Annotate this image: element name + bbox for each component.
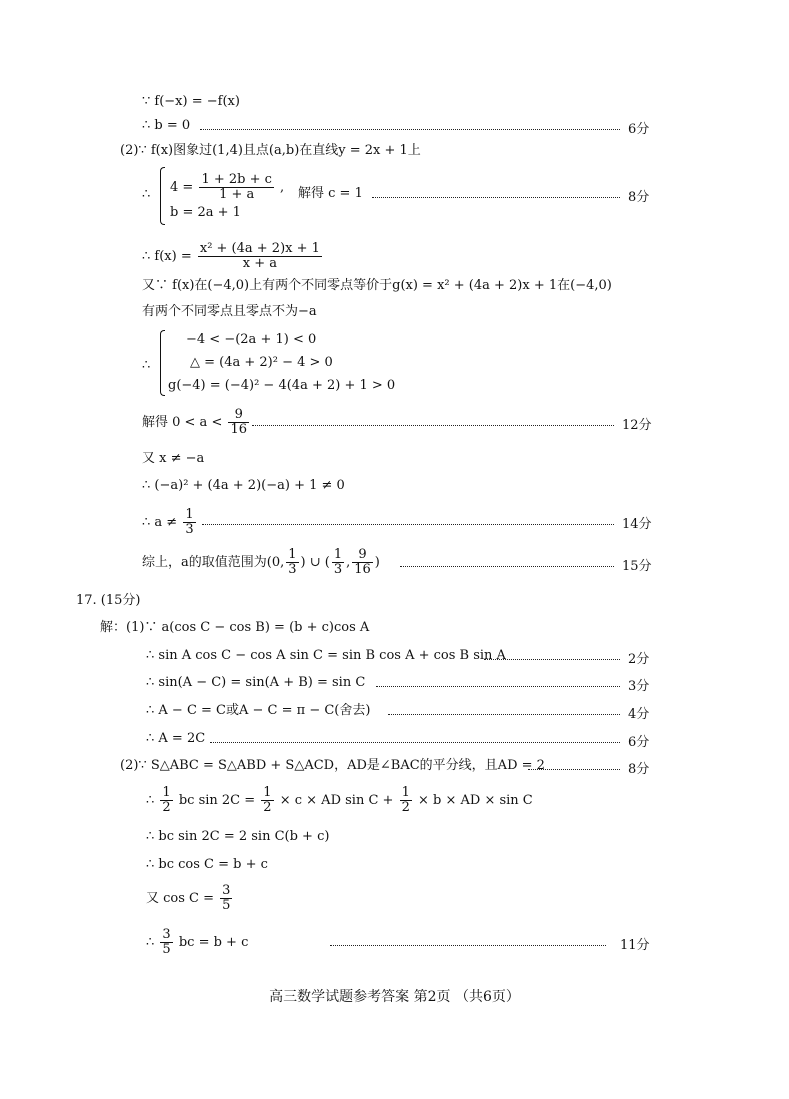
numerator: 1	[288, 547, 297, 562]
leader-dots	[202, 513, 614, 527]
numerator: 3	[222, 883, 231, 898]
denominator: 16	[354, 562, 371, 577]
numerator: 1	[263, 785, 272, 800]
brace	[160, 330, 165, 396]
line-sin-difference: ∴ sin(A − C) = sin(A + B) = sin C	[146, 675, 366, 690]
line-solve-a-range	[142, 404, 251, 442]
therefore-symbol: ∴	[142, 187, 151, 202]
line-bc-sin2c: ∴ bc sin 2C = 2 sin C(b + c)	[146, 829, 330, 844]
score-2: 2分	[628, 652, 650, 667]
leader-dots	[372, 186, 620, 200]
fraction	[286, 548, 298, 577]
therefore-symbol: ∴	[146, 793, 155, 808]
leader-dots	[528, 758, 620, 772]
denominator: x + a	[242, 256, 278, 271]
line-expand-sines: ∴ sin A cos C − cos A sin C = sin B cos A + cos B sin A	[146, 648, 506, 663]
system2-row2: △ = (4a + 2)² − 4 > 0	[190, 355, 333, 370]
leader-dots	[252, 414, 614, 428]
conclusion-text: 综上，a的取值范围为(0,	[142, 555, 285, 570]
score-14: 14分	[622, 517, 652, 532]
line-substitute: ∴ (−a)² + (4a + 2)(−a) + 1 ≠ 0	[142, 478, 345, 493]
line-angle-cases: ∴ A − C = C或A − C = π − C(舍去)	[146, 703, 371, 718]
page-footer: 高三数学试题参考答案 第2页 （共6页）	[269, 989, 520, 1005]
numerator: x² + (4a + 2)x + 1	[199, 241, 320, 256]
line-x-not-minus-a: 又 x ≠ −a	[142, 451, 205, 466]
solve-c: 解得 c = 1	[298, 186, 363, 201]
denominator: 5	[222, 898, 231, 913]
numerator: 1	[401, 785, 410, 800]
score-6b: 6分	[628, 735, 650, 750]
numerator: 3	[162, 927, 171, 942]
numerator: 9	[228, 408, 249, 423]
system1-row2: b = 2a + 1	[170, 205, 241, 220]
line-three-fifths-bc	[146, 924, 248, 962]
numerator: 1 + 2b + c	[201, 172, 272, 187]
solve-left: 解得 0 < a <	[142, 415, 223, 430]
therefore-symbol: ∴	[146, 935, 155, 950]
denominator: 16	[230, 422, 248, 437]
line-conclusion	[142, 544, 380, 582]
leader-dots	[210, 731, 620, 745]
fraction	[160, 928, 172, 957]
score-3: 3分	[628, 679, 650, 694]
leader-dots	[330, 934, 606, 948]
equation-system-2	[160, 330, 410, 396]
cosc-left: 又 cos C =	[146, 891, 215, 906]
denominator: 2	[263, 800, 272, 815]
term: bc = b + c	[178, 935, 249, 950]
line-zero-equivalence: 又∵ f(x)在(−4,0)上有两个不同零点等价于g(x) = x² + (4a + 2)x + 1在(−4,0)	[142, 278, 612, 293]
denominator: 3	[333, 562, 343, 577]
a-left: ∴ a ≠	[142, 515, 178, 530]
fraction	[199, 173, 273, 202]
score-11: 11分	[620, 938, 650, 953]
term: × c × AD sin C +	[279, 793, 394, 808]
fraction	[220, 884, 232, 913]
brace	[160, 167, 165, 225]
solution-part1-given: 解：(1)∵ a(cos C − cos B) = (b + c)cos A	[100, 620, 370, 635]
fraction	[332, 548, 344, 577]
fraction	[183, 508, 195, 537]
fraction	[228, 408, 249, 437]
leader-dots	[388, 703, 620, 717]
score-15: 15分	[622, 559, 652, 574]
fraction	[160, 786, 172, 815]
denominator: 2	[401, 800, 410, 815]
line-a-equals-2c: ∴ A = 2C	[146, 731, 206, 746]
line-a-not-third	[142, 504, 198, 542]
line-odd-function: ∵ f(−x) = −f(x)	[142, 94, 240, 109]
comma: ,	[280, 180, 285, 195]
therefore-symbol: ∴	[142, 358, 151, 373]
numerator: 9	[352, 548, 373, 563]
union-symbol: ) ∪ (	[300, 555, 330, 570]
numerator: 1	[333, 547, 343, 562]
line-b-zero: ∴ b = 0	[142, 118, 191, 133]
leader-dots	[200, 118, 620, 132]
score-8b: 8分	[628, 762, 650, 777]
line-bc-cosc: ∴ bc cos C = b + c	[146, 857, 268, 872]
fx-left: ∴ f(x) =	[142, 249, 192, 264]
denominator: 5	[162, 942, 171, 957]
equation-system-1	[160, 167, 300, 225]
line-part2-condition: (2)∵ f(x)图象过(1,4)且点(a,b)在直线y = 2x + 1上	[120, 143, 421, 158]
score-8: 8分	[628, 190, 650, 205]
system2-row3: g(−4) = (−4)² − 4(4a + 2) + 1 > 0	[168, 378, 396, 393]
close-paren: )	[374, 555, 380, 570]
system2-row1: −4 < −(2a + 1) < 0	[186, 332, 317, 347]
fraction	[352, 548, 373, 577]
line-cosc-value	[146, 880, 234, 918]
leader-dots	[484, 648, 620, 662]
denominator: 1 + a	[219, 187, 255, 202]
numerator: 1	[185, 507, 194, 522]
leader-dots	[376, 675, 620, 689]
line-area-split: (2)∵ S△ABC = S△ABD + S△ACD，AD是∠BAC的平分线，且AD = 2	[120, 758, 545, 773]
denominator: 2	[162, 800, 171, 815]
row1-left: 4 =	[170, 180, 194, 195]
score-4: 4分	[628, 707, 650, 722]
system1-row1	[170, 173, 284, 202]
fraction	[261, 786, 273, 815]
line-zero-not-minus-a: 有两个不同零点且零点不为−a	[142, 304, 317, 319]
line-fx	[142, 238, 324, 276]
fraction	[198, 242, 322, 271]
score-12: 12分	[622, 418, 652, 433]
term: bc sin 2C =	[178, 793, 256, 808]
score-6: 6分	[628, 122, 650, 137]
comma: ,	[346, 555, 351, 570]
denominator: 3	[185, 522, 194, 537]
denominator: 3	[288, 562, 297, 577]
term: × b × AD × sin C	[418, 793, 533, 808]
numerator: 1	[162, 785, 171, 800]
leader-dots	[400, 555, 614, 569]
fraction	[400, 786, 412, 815]
line-area-equation	[146, 782, 533, 820]
question-17-heading: 17. (15分)	[76, 593, 141, 608]
